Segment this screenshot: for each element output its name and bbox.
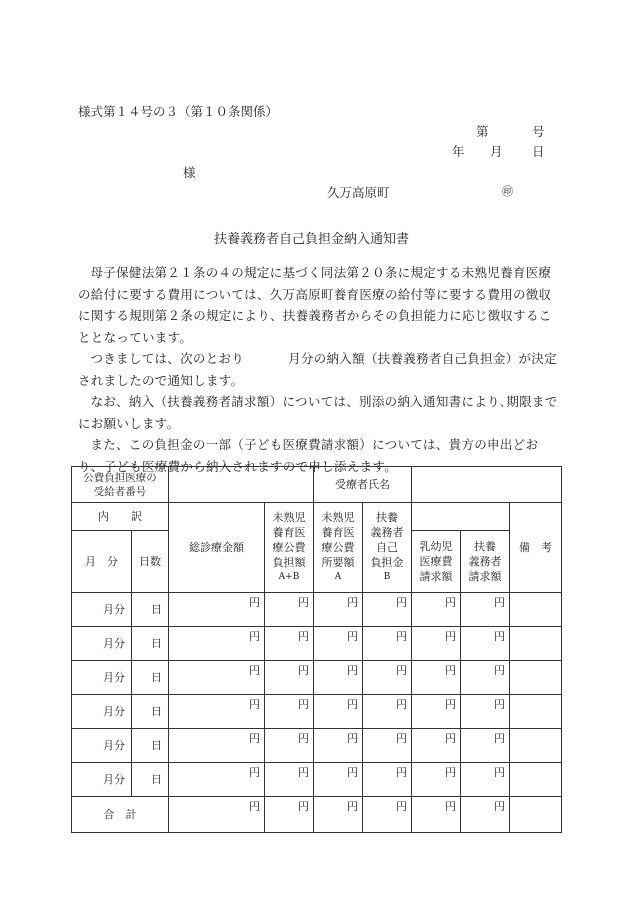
number-label-go: 号 xyxy=(532,124,545,139)
yen-cell: 円 xyxy=(169,695,265,729)
month-cell: 月分 xyxy=(72,627,132,661)
yen-cell: 円 xyxy=(412,695,461,729)
yen-cell: 円 xyxy=(265,695,314,729)
yen-cell: 円 xyxy=(314,661,363,695)
yen-cell: 円 xyxy=(169,627,265,661)
date-day: 日 xyxy=(532,144,545,159)
yen-cell: 円 xyxy=(461,661,510,695)
yen-cell: 円 xyxy=(412,763,461,797)
table-row xyxy=(72,695,562,729)
patient-name-label: 受療者氏名 xyxy=(314,467,412,503)
yen-cell: 円 xyxy=(412,627,461,661)
yen-cell: 円 xyxy=(314,797,363,833)
notice-body xyxy=(78,262,558,477)
yen-cell: 円 xyxy=(363,729,412,763)
date-year: 年 xyxy=(452,144,465,159)
day-cell: 日 xyxy=(132,763,169,797)
yen-cell: 円 xyxy=(461,593,510,627)
table-row xyxy=(72,627,562,661)
col-public-ab-header: 未熟児 養育医 療公費 負担額 A+B xyxy=(265,503,314,593)
paragraph-4: また、この負担金の一部（子ども医療費請求額）については、貴方の申出どおり、子ども医療費から納入されますので申し添えます。 xyxy=(78,437,539,474)
yen-cell: 円 xyxy=(265,593,314,627)
table-row xyxy=(72,763,562,797)
yen-cell: 円 xyxy=(169,593,265,627)
patient-name-value xyxy=(412,467,562,503)
date-month: 月 xyxy=(490,144,503,159)
total-cost-header: 総診療金額 xyxy=(169,503,265,593)
yen-cell: 円 xyxy=(412,797,461,833)
paragraph-2-lead: つきましては、次のとおり xyxy=(90,351,245,366)
total-row xyxy=(72,797,562,833)
yen-cell: 円 xyxy=(169,763,265,797)
yen-cell: 円 xyxy=(412,593,461,627)
seal-mark: ㊞ xyxy=(502,185,513,198)
month-cell: 月分 xyxy=(72,593,132,627)
yen-cell: 円 xyxy=(461,627,510,661)
month-cell: 月分 xyxy=(72,729,132,763)
month-cell: 月分 xyxy=(72,661,132,695)
day-cell: 日 xyxy=(132,593,169,627)
yen-cell: 円 xyxy=(169,797,265,833)
yen-cell: 円 xyxy=(461,695,510,729)
col-public-a-header: 未熟児 養育医 療公費 所要額 A xyxy=(314,503,363,593)
total-label: 合 計 xyxy=(72,797,169,833)
yen-cell: 円 xyxy=(461,729,510,763)
day-cell: 日 xyxy=(132,729,169,763)
yen-cell: 円 xyxy=(265,763,314,797)
table-row xyxy=(72,661,562,695)
remarks-header: 備 考 xyxy=(510,503,562,593)
paragraph-2-rest: 月分の納入額（扶養義務者自己負担金）が決定されましたので通知します。 xyxy=(78,351,557,388)
yen-cell: 円 xyxy=(314,729,363,763)
table-row xyxy=(72,729,562,763)
yen-cell: 円 xyxy=(412,729,461,763)
yen-cell: 円 xyxy=(265,661,314,695)
col-guardian-header: 扶養 義務者 請求額 xyxy=(461,531,510,593)
paragraph-1: 母子保健法第２１条の４の規定に基づく同法第２０条に規定する未熟児養育医療の給付に要する費用については、久万高原町養育医療の給付等に要する費用の徴収に関する規則第２条の規定により、扶養義務者からその負担能力に応じ徴収することとなっています。 xyxy=(78,265,552,345)
paragraph-2 xyxy=(78,348,558,391)
yen-cell: 円 xyxy=(363,593,412,627)
yen-cell: 円 xyxy=(314,627,363,661)
number-label-dai: 第 xyxy=(476,124,489,139)
yen-cell: 円 xyxy=(363,763,412,797)
yen-cell: 円 xyxy=(412,661,461,695)
yen-cell: 円 xyxy=(461,763,510,797)
yen-cell: 円 xyxy=(265,797,314,833)
month-cell: 月分 xyxy=(72,695,132,729)
col-child-header: 乳幼児 医療費 請求額 xyxy=(412,531,461,593)
days-header: 日数 xyxy=(132,531,169,593)
issuer-name: 久万高原町 xyxy=(327,185,390,200)
col-guardian-b-header: 扶養 義務者 自己 負担金 B xyxy=(363,503,412,593)
paragraph-3: なお、納入（扶養義務者請求額）については、別添の納入通知書により､期限までにお願いします。 xyxy=(78,394,558,431)
document-title: 扶養義務者自己負担金納入通知書 xyxy=(214,232,410,247)
yen-cell: 円 xyxy=(363,695,412,729)
payment-table xyxy=(71,466,562,833)
yen-cell: 円 xyxy=(363,661,412,695)
yen-cell: 円 xyxy=(169,729,265,763)
form-number: 様式第１４号の３（第１０条関係） xyxy=(78,104,279,119)
table-row xyxy=(72,593,562,627)
breakdown-header: 内 訳 xyxy=(72,503,169,531)
yen-cell: 円 xyxy=(265,627,314,661)
month-header: 月 分 xyxy=(72,531,132,593)
split-header-blank xyxy=(412,503,510,531)
yen-cell: 円 xyxy=(363,797,412,833)
recipient-number-label: 公費負担医療の受給者番号 xyxy=(72,467,169,503)
yen-cell: 円 xyxy=(314,763,363,797)
yen-cell: 円 xyxy=(363,627,412,661)
yen-cell: 円 xyxy=(314,593,363,627)
month-cell: 月分 xyxy=(72,763,132,797)
yen-cell: 円 xyxy=(265,729,314,763)
day-cell: 日 xyxy=(132,627,169,661)
yen-cell: 円 xyxy=(314,695,363,729)
day-cell: 日 xyxy=(132,695,169,729)
day-cell: 日 xyxy=(132,661,169,695)
yen-cell: 円 xyxy=(461,797,510,833)
recipient-number-value xyxy=(169,467,314,503)
yen-cell: 円 xyxy=(169,661,265,695)
addressee-suffix: 様 xyxy=(183,165,196,180)
